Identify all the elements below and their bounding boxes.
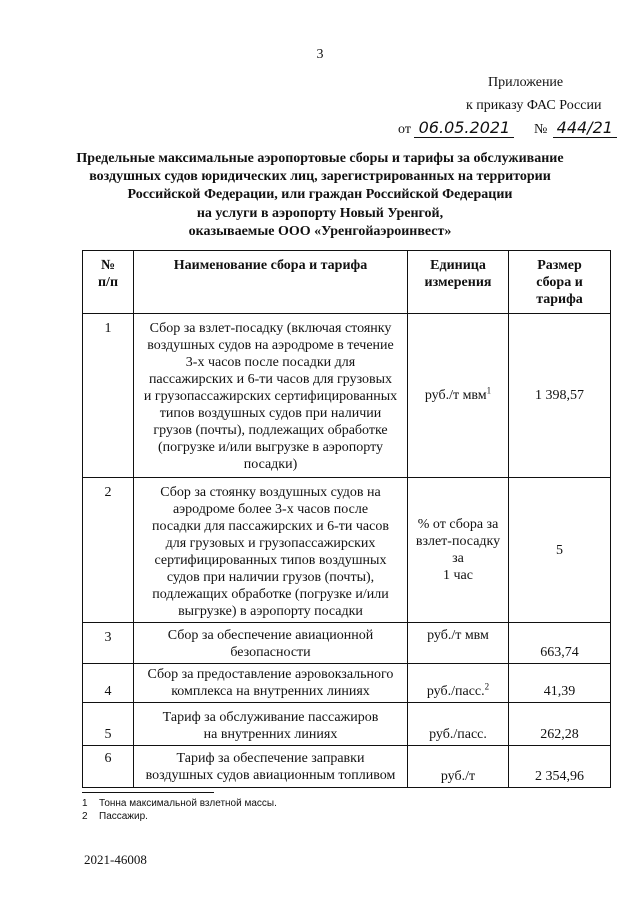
header-name: Наименование сбора и тарифа (134, 251, 408, 314)
footnote (82, 811, 148, 822)
row-size: 41,39 (509, 664, 611, 703)
row-name-line: на внутренних линиях (203, 727, 338, 742)
row-name-line: и грузопассажирских сертифицированных (143, 389, 398, 404)
row-name-line: аэродроме более 3-х часов после (172, 502, 369, 517)
row-name-line: 3-х часов после посадки для (185, 355, 356, 370)
row-unit-text: руб./т (440, 769, 476, 784)
appendix-order-reference: к приказу ФАС России (466, 98, 602, 113)
table-row (83, 314, 611, 478)
row-unit (408, 478, 509, 623)
row-number: 1 (83, 314, 134, 478)
header-unit-line: Единица (430, 258, 486, 273)
row-name (134, 664, 408, 703)
row-unit (408, 703, 509, 746)
row-name (134, 623, 408, 664)
header-number-line: № (100, 258, 116, 273)
row-name-line: комплекса на внутренних линиях (171, 684, 370, 699)
row-unit (408, 664, 509, 703)
header-size-line: сбора и (536, 275, 583, 290)
row-name-line: выгрузке) в аэропорту посадки (178, 604, 363, 619)
row-size: 262,28 (509, 703, 611, 746)
row-name-line: посадки для пассажирских и 6-ти часов (152, 519, 389, 534)
footnote-mark: 1 (82, 798, 88, 809)
header-unit-line: измерения (424, 275, 492, 290)
footnote-reference: 2 (484, 681, 490, 692)
row-unit-line: % от сбора за (417, 517, 499, 532)
row-unit-text: руб./пасс. (429, 727, 487, 742)
row-name-line: сертифицированных типов воздушных (154, 553, 387, 568)
footnote-text: Пассажир. (99, 811, 148, 822)
row-unit (408, 314, 509, 478)
table-row (83, 623, 611, 664)
row-name-line: Сбор за стоянку воздушных судов на (160, 485, 381, 500)
header-number-line: п/п (97, 275, 119, 290)
row-name-line: (погрузке и/или выгрузке в аэропорту (157, 440, 384, 455)
table-header-row (83, 251, 611, 314)
row-size: 663,74 (509, 623, 611, 664)
row-number: 5 (83, 703, 134, 746)
row-size: 1 398,57 (509, 314, 611, 478)
row-name-line: Тариф за обеспечение заправки (176, 751, 365, 766)
row-name (134, 746, 408, 788)
row-name-line: судов при наличии грузов (почты), (166, 570, 375, 585)
row-name-line: воздушных судов на аэродроме в течение (147, 338, 394, 353)
row-name-line: Сбор за обеспечение авиационной (167, 628, 374, 643)
footnote-text: Тонна максимальной взлетной массы. (99, 798, 277, 809)
table-row (83, 746, 611, 788)
row-unit-text: руб./т мвм (427, 628, 489, 643)
header-size (509, 251, 611, 314)
row-name-line: воздушных судов авиационным топливом (145, 768, 396, 783)
row-name-line: Сбор за предоставление аэровокзального (147, 667, 394, 682)
order-date-number-line (398, 118, 617, 138)
row-size: 2 354,96 (509, 746, 611, 788)
row-unit-text: руб./т мвм (424, 388, 487, 403)
row-name-line: Сбор за взлет-посадку (включая стоянку (149, 321, 392, 336)
table-row (83, 478, 611, 623)
tariff-table (82, 250, 611, 788)
title-line: воздушных судов юридических лиц, зарегистрированных на территории (89, 169, 551, 185)
document-title (40, 150, 600, 241)
appendix-title: Приложение (488, 75, 564, 90)
row-name-line: Тариф за обслуживание пассажиров (162, 710, 379, 725)
order-number-label: № (533, 122, 548, 137)
title-line: Российской Федерации, или граждан Российской Федерации (127, 187, 513, 203)
table-row (83, 703, 611, 746)
header-size-line: Размер (537, 258, 582, 273)
row-number: 3 (83, 623, 134, 664)
row-unit-text: руб./пасс. (426, 684, 485, 699)
header-number (83, 251, 134, 314)
footnote-reference: 1 (486, 385, 492, 396)
row-name-line: пассажирских и 6-ти часов для грузовых (148, 372, 393, 387)
title-line: Предельные максимальные аэропортовые сборы и тарифы за обслуживание (76, 151, 564, 166)
row-unit (408, 746, 509, 788)
header-unit (408, 251, 509, 314)
row-name-line: типов воздушных судов при наличии (159, 406, 382, 421)
footnote-mark: 2 (82, 811, 88, 822)
row-name-line: для грузовых и грузопассажирских (165, 536, 376, 551)
footnote-separator (82, 792, 214, 793)
row-size: 5 (509, 478, 611, 623)
row-name-line: грузов (почты), подлежащих обработке (153, 423, 388, 438)
row-name (134, 314, 408, 478)
row-name-line: безопасности (230, 645, 311, 660)
footnote (82, 798, 277, 809)
row-name (134, 478, 408, 623)
table-row (83, 664, 611, 703)
row-unit-line: 1 час (443, 568, 473, 583)
row-unit-line: взлет-посадку за (415, 534, 501, 566)
order-date-prefix: от (398, 122, 411, 137)
row-unit (408, 623, 509, 664)
title-line: оказываемые ООО «Уренгойаэроинвест» (188, 223, 452, 239)
row-name-line: подлежащих обработке (погрузке и/или (152, 587, 389, 602)
row-name-line: посадки) (243, 457, 298, 472)
page-number: 3 (316, 47, 324, 62)
order-number-handwritten: 444/21 (553, 118, 617, 138)
row-number: 6 (83, 746, 134, 788)
row-number: 4 (83, 664, 134, 703)
document-number: 2021-46008 (84, 852, 147, 867)
row-number: 2 (83, 478, 134, 623)
header-size-line: тарифа (536, 292, 583, 307)
order-date-handwritten: 06.05.2021 (414, 118, 514, 138)
title-line: на услуги в аэропорту Новый Уренгой, (196, 205, 444, 221)
row-name (134, 703, 408, 746)
